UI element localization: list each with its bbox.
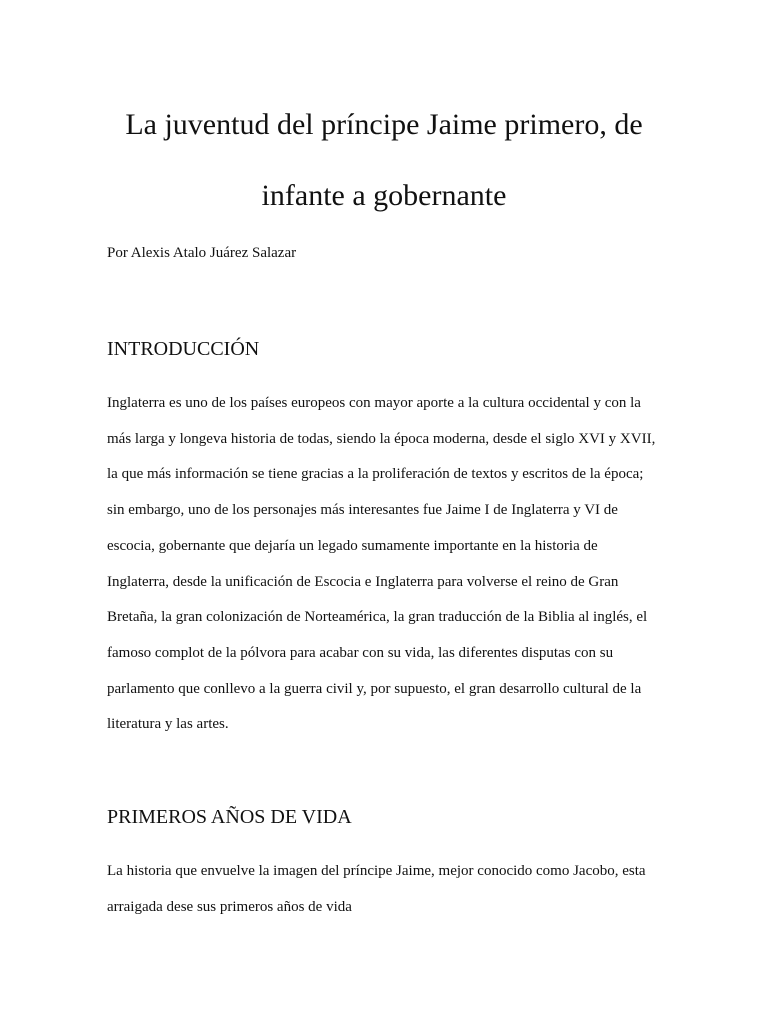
paragraph-introduccion [107,386,667,743]
title-line: infante a gobernante [261,179,507,212]
paragraph-line: famoso complot de la pólvora para acabar con su vida, las diferentes disputas con su [107,644,614,661]
paragraph-line: la que más información se tiene gracias a la proliferación de textos y escritos de la época; [107,466,644,483]
paragraph-line: arraigada dese sus primeros años de vida [107,898,352,915]
document-title [80,89,688,231]
title-line: La juventud del príncipe Jaime primero, de [125,108,643,141]
section-heading-introduccion: INTRODUCCIÓN [107,338,260,360]
paragraph-primeros-anos [107,854,667,925]
paragraph-line: escocia, gobernante que dejaría un legado sumamente importante en la historia de [107,537,598,554]
author-byline: Por Alexis Atalo Juárez Salazar [107,245,297,261]
paragraph-line: Bretaña, la gran colonización de Norteamérica, la gran traducción de la Biblia al inglés, el [107,609,648,626]
paragraph-line: La historia que envuelve la imagen del príncipe Jaime, mejor conocido como Jacobo, esta [107,863,646,879]
paragraph-line: más larga y longeva historia de todas, siendo la época moderna, desde el siglo XVI y XVII, [107,430,656,447]
paragraph-line: Inglaterra, desde la unificación de Escocia e Inglaterra para volverse el reino de Gran [107,573,619,590]
paragraph-line: sin embargo, uno de los personajes más interesantes fue Jaime I de Inglaterra y VI de [107,502,618,519]
section-heading-primeros-anos: PRIMEROS AÑOS DE VIDA [107,806,352,828]
paragraph-line: Inglaterra es uno de los países europeos con mayor aporte a la cultura occidental y con la [107,395,641,411]
paragraph-line: parlamento que conllevo a la guerra civil y, por supuesto, el gran desarrollo cultural de la [107,680,642,697]
paragraph-line: literatura y las artes. [107,716,229,733]
